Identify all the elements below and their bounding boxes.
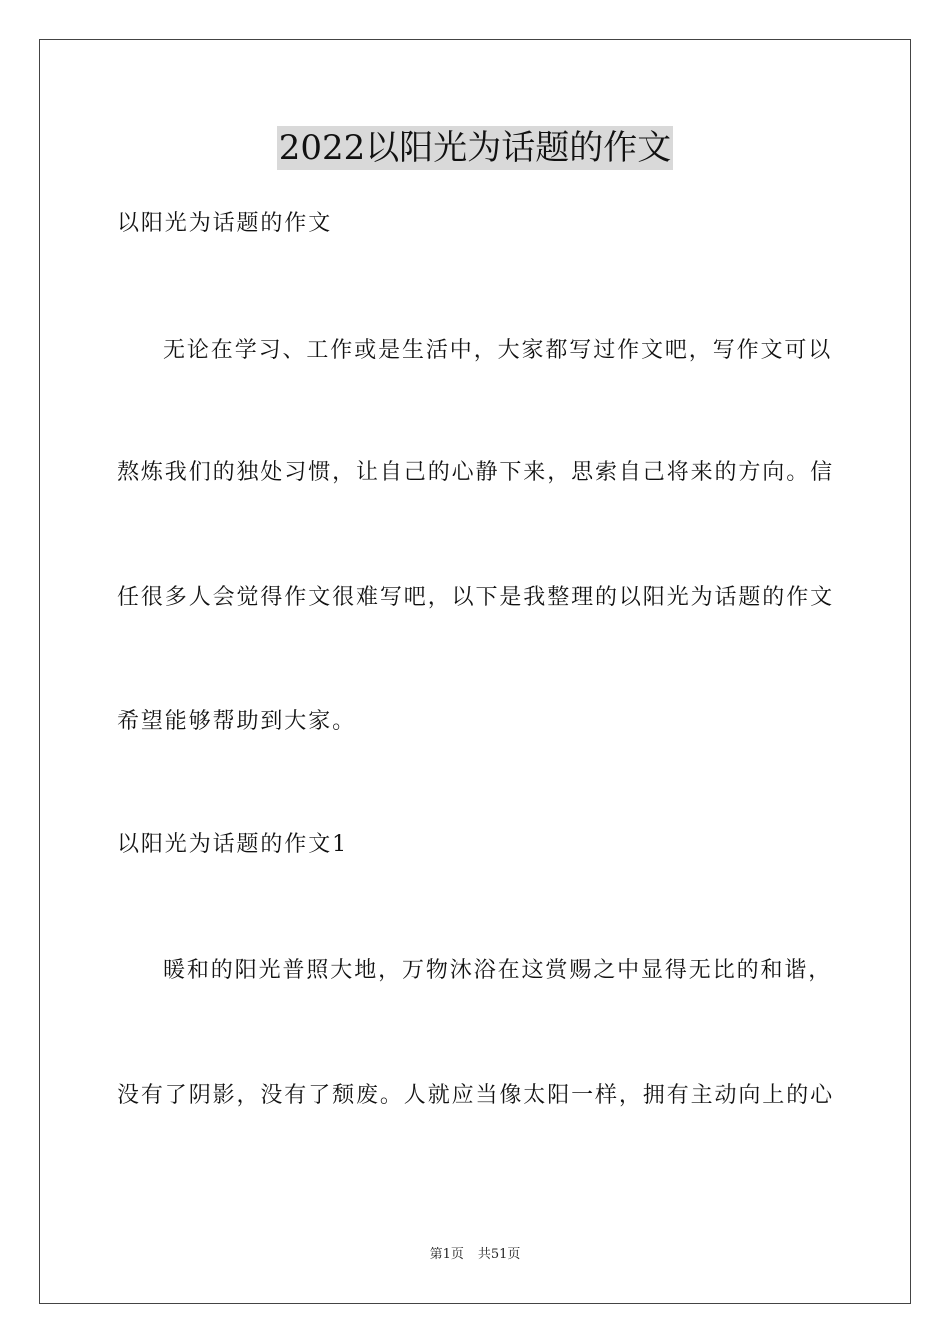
intro-line-2: 熬炼我们的独处习惯，让自己的心静下来，思索自己将来的方向。信: [117, 460, 835, 485]
document-subtitle: 以阳光为话题的作文: [117, 211, 333, 236]
section-line-2: 没有了阴影，没有了颓废。人就应当像太阳一样，拥有主动向上的心: [117, 1083, 835, 1108]
intro-line-4: 希望能够帮助到大家。: [117, 709, 357, 734]
page-footer: [0, 1246, 950, 1264]
intro-line-1: 无论在学习、工作或是生活中，大家都写过作文吧，写作文可以: [163, 338, 833, 363]
page-total: 共51页: [477, 1247, 521, 1262]
page-number: 第1页: [429, 1247, 464, 1262]
document-title: 2022以阳光为话题的作文: [278, 128, 672, 168]
section-heading: 以阳光为话题的作文1: [117, 832, 348, 857]
title-container: [0, 126, 950, 170]
section-line-1: 暖和的阳光普照大地，万物沐浴在这赏赐之中显得无比的和谐，: [163, 958, 833, 983]
intro-line-3: 任很多人会觉得作文很难写吧，以下是我整理的以阳光为话题的作文: [117, 585, 835, 610]
